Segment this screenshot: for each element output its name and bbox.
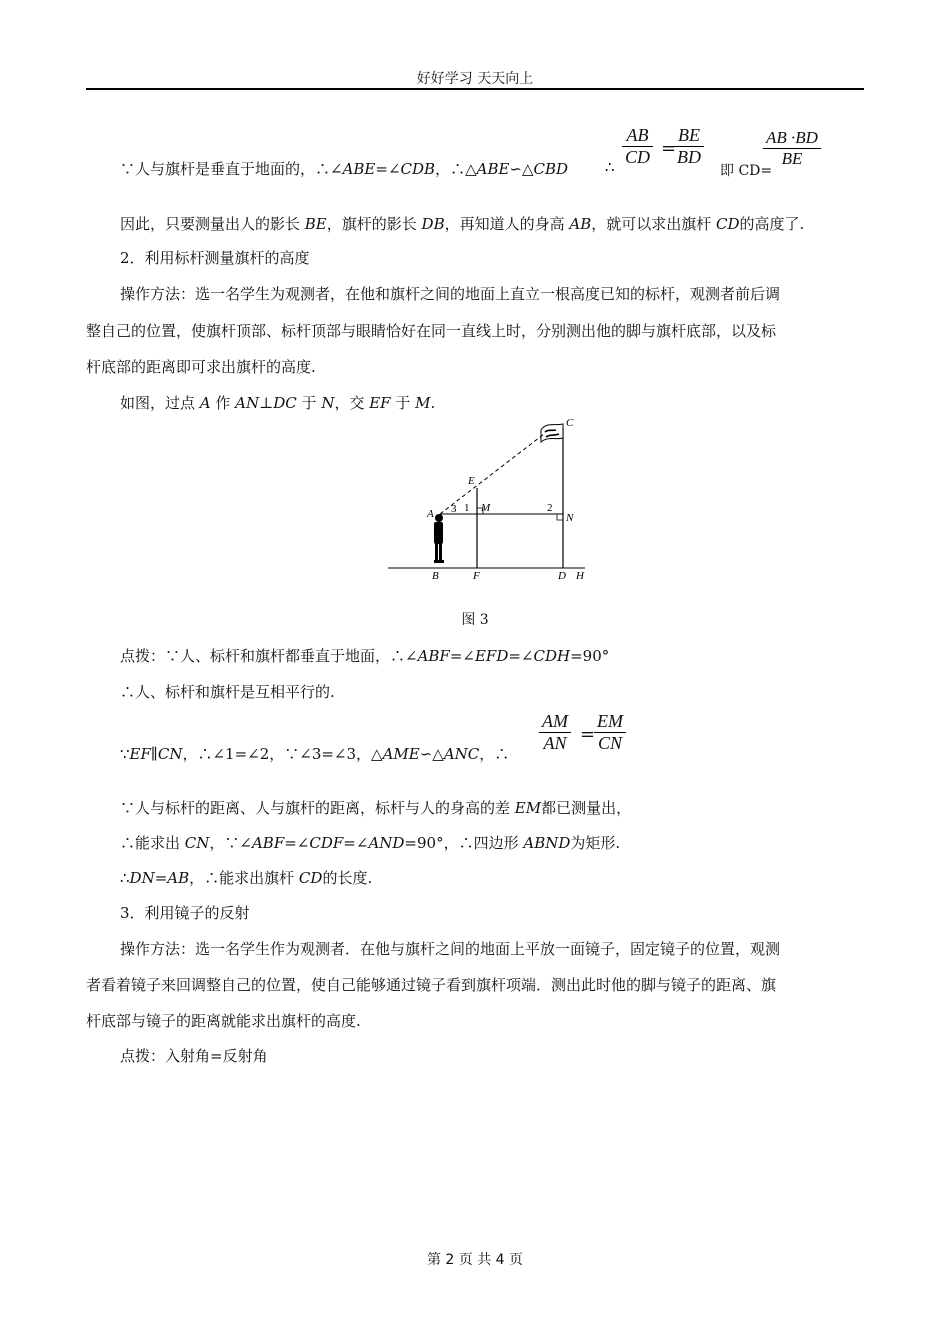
section-heading-3: 3．利用镜子的反射	[120, 904, 250, 922]
section-heading-2: 2．利用标杆测量旗杆的高度	[120, 249, 310, 267]
denominator: BD	[677, 147, 701, 167]
text: ，∴△	[435, 160, 477, 178]
var: ABF	[251, 834, 285, 852]
text: 的高度了.	[739, 215, 805, 233]
dn-line	[120, 867, 372, 888]
denominator: CN	[597, 733, 622, 753]
denominator: AN	[543, 733, 567, 753]
text: ∴能求出	[120, 834, 185, 852]
label-n: N	[566, 512, 574, 524]
var: AB	[167, 869, 190, 887]
fraction-abbd-be	[763, 128, 821, 169]
label-f: F	[473, 570, 480, 582]
text: 的长度.	[322, 869, 373, 887]
label-2: 2	[547, 502, 553, 514]
text: 点拨：∵人、标杆和旗杆都垂直于地面，∴∠	[120, 647, 418, 665]
var: ABF	[417, 647, 450, 665]
text: 因此，只要测量出人的影长	[120, 215, 305, 233]
label-d: D	[558, 570, 566, 582]
similarity-statement	[120, 158, 568, 179]
var: EF	[129, 745, 151, 763]
method3-line3: 杆底部与镜子的距离就能求出旗杆的高度.	[86, 1012, 361, 1030]
text: 于	[390, 394, 416, 412]
method3-line2: 者看着镜子来回调整自己的位置，使自己能够通过镜子看到旗杆项端．测出此时他的脚与镜子的距离、旗	[86, 976, 777, 994]
var: AN	[235, 394, 260, 412]
numerator: BE	[678, 125, 700, 145]
var: EF	[369, 394, 391, 412]
var: CN	[157, 745, 183, 763]
denominator: BE	[781, 149, 803, 168]
var: ABND	[523, 834, 571, 852]
var: DB	[421, 215, 445, 233]
var: CDH	[533, 647, 571, 665]
label-b: B	[432, 570, 439, 582]
fraction-ab-cd	[622, 125, 653, 168]
cd-equals: 即 CD=	[720, 163, 773, 179]
numerator: AM	[542, 711, 568, 731]
hint2-line: 点拨：入射角=反射角	[120, 1047, 268, 1065]
text: 都已测量出，	[541, 799, 632, 817]
text: ，旗杆的影长	[326, 215, 422, 233]
text: =90°	[570, 647, 610, 665]
method2-line2: 整自己的位置，使旗杆顶部、标杆顶部与眼睛恰好在同一直线上时，分别测出他的脚与旗杆底部，以及标	[86, 322, 777, 340]
flag-shape	[541, 424, 563, 442]
method2-line3: 杆底部的距离即可求出旗杆的高度.	[86, 358, 316, 376]
figure-caption: 图 3	[461, 612, 489, 628]
var: AME	[382, 745, 420, 763]
text: ，再知道人的身高	[444, 215, 570, 233]
var: CD	[716, 215, 740, 233]
var: A	[199, 394, 211, 412]
var: CDB	[400, 160, 436, 178]
var: BE	[304, 215, 327, 233]
var: M	[415, 394, 431, 412]
var: ABE	[476, 160, 510, 178]
text: 作	[210, 394, 236, 412]
text: ∽△	[419, 745, 444, 763]
method2-line1: 操作方法：选一名学生为观测者，在他和旗杆之间的地面上直立一根高度已知的标杆，观测者前后调	[120, 285, 781, 303]
var: CBD	[533, 160, 569, 178]
var: CN	[184, 834, 210, 852]
text: =∠	[508, 647, 534, 665]
measure-line	[120, 797, 631, 818]
text: ，∴能求出旗杆	[189, 869, 299, 887]
text: =∠	[449, 647, 475, 665]
var: EM	[514, 799, 542, 817]
var: CDF	[309, 834, 344, 852]
var: ANC	[443, 745, 480, 763]
text: ∥	[150, 745, 158, 763]
label-e: E	[468, 475, 475, 487]
label-m: M	[481, 502, 491, 514]
label-1: 1	[464, 502, 470, 514]
header-rule	[86, 88, 864, 90]
text: ，∴	[479, 745, 510, 763]
text: =∠	[284, 834, 310, 852]
similar-triangles-line	[120, 743, 509, 764]
equals-sign: =	[580, 724, 596, 745]
var: DC	[273, 394, 297, 412]
text: ∴	[120, 869, 130, 887]
numerator: AB	[626, 125, 649, 145]
denominator: CD	[625, 147, 651, 167]
page-header: 好好学习 天天向上	[416, 71, 534, 87]
rectangle-line	[120, 832, 620, 853]
text: =90°，∴四边形	[404, 834, 524, 852]
numerator: EM	[597, 711, 623, 731]
text: =∠	[343, 834, 369, 852]
text: ∽△	[509, 160, 534, 178]
var: AB	[569, 215, 592, 233]
text: ⊥	[259, 394, 274, 412]
text: ，∵∠	[209, 834, 252, 852]
text: =∠	[375, 160, 401, 178]
hint1-line	[120, 645, 609, 666]
text: ∵人与旗杆是垂直于地面的，∴∠	[120, 160, 343, 178]
label-a: A	[427, 508, 434, 520]
text: ，就可以求出旗杆	[591, 215, 717, 233]
sight-line-ac	[440, 434, 544, 514]
therefore-symbol: ∴	[605, 158, 615, 176]
text: ，∴∠1=∠2，∵∠3=∠3，△	[182, 745, 383, 763]
label-c: C	[566, 417, 574, 429]
shadow-paragraph	[120, 213, 804, 234]
fraction-be-bd	[674, 125, 704, 168]
text: 为矩形.	[570, 834, 621, 852]
person-silhouette	[434, 514, 444, 563]
label-3: 3	[451, 503, 457, 515]
fraction-am-an	[539, 711, 571, 754]
text: ∵人与标杆的距离、人与旗杆的距离，标杆与人的身高的差	[120, 799, 515, 817]
right-angle-n	[557, 514, 563, 520]
var: DN	[129, 869, 155, 887]
page-footer: 第 2 页 共 4 页	[426, 1252, 524, 1268]
var: AND	[368, 834, 405, 852]
equals-sign: =	[661, 138, 677, 159]
parallel-line: ∴人、标杆和旗杆是互相平行的.	[120, 683, 335, 701]
var: EFD	[474, 647, 509, 665]
method3-line1: 操作方法：选一名学生作为观测者．在他与旗杆之间的地面上平放一面镜子，固定镜子的位置，观测	[120, 940, 781, 958]
construction-statement	[120, 392, 435, 413]
var: CD	[298, 869, 323, 887]
var: N	[321, 394, 335, 412]
text: =	[154, 869, 168, 887]
flagpole-figure	[380, 412, 600, 587]
fraction-em-cn	[594, 711, 626, 754]
label-h: H	[576, 570, 584, 582]
text: ，交	[334, 394, 370, 412]
var: ABE	[342, 160, 376, 178]
text: ∵	[120, 745, 130, 763]
text: 如图，过点	[120, 394, 200, 412]
text: .	[430, 394, 436, 412]
numerator: AB ·BD	[766, 128, 818, 147]
text: 于	[296, 394, 322, 412]
